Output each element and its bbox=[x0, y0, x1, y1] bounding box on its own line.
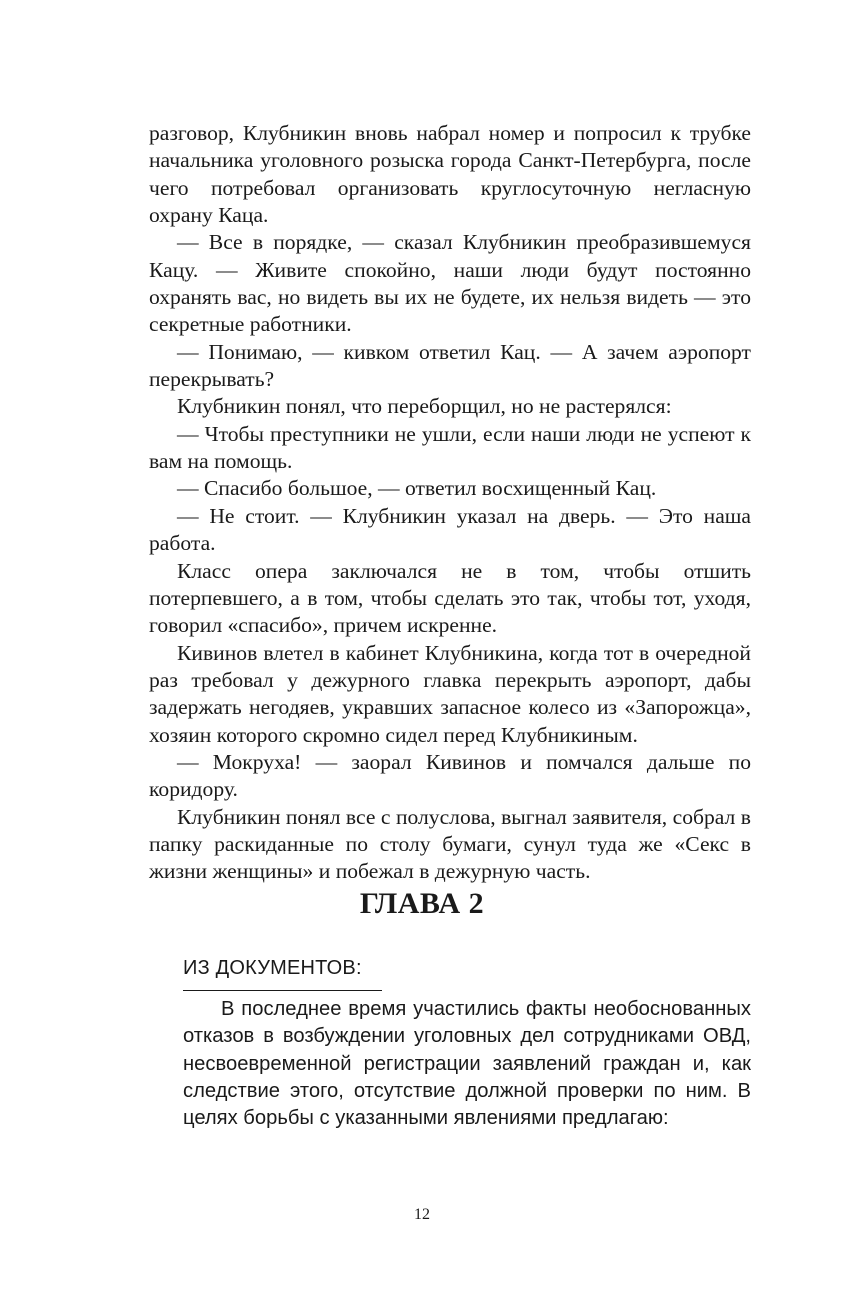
paragraph-dialogue: — Понимаю, — кивком ответил Кац. — А зачем аэропорт перекрывать? bbox=[149, 339, 751, 392]
documents-text bbox=[183, 996, 751, 1132]
page-number: 12 bbox=[414, 1206, 430, 1223]
paragraph-continuation: разговор, Клубникин вновь набрал номер и попросил к трубке начальника уголовного розыска города Санкт-Петербурга, после чего потребовал организовать круглосуточную негласную охрану Каца. bbox=[149, 121, 751, 228]
paragraph: Клубникин понял, что переборщил, но не растерялся: bbox=[177, 394, 672, 419]
paragraph: Класс опера заключался не в том, чтобы отшить потерпевшего, а в том, чтобы сделать это так, чтобы тот, уходя, говорил «спасибо», причем искренне. bbox=[149, 558, 751, 638]
paragraph: Кивинов влетел в кабинет Клубникина, когда тот в очередной раз требовал у дежурного главка перекрыть аэропорт, дабы задержать негодяев, укравших запасное колесо из «Запорожца», хозяин которого скромно сидел перед Клубникиным. bbox=[149, 640, 751, 747]
documents-header-underline bbox=[183, 990, 382, 991]
paragraph-dialogue: — Чтобы преступники не ушли, если наши люди не успеют к вам на помощь. bbox=[149, 421, 751, 474]
chapter-title: ГЛАВА 2 bbox=[359, 887, 485, 920]
paragraph: Клубникин понял все с полуслова, выгнал заявителя, собрал в папку раскиданные по столу бумаги, сунул туда же «Секс в жизни женщины» и побежал в дежурную часть. bbox=[149, 804, 751, 884]
documents-paragraph: В последнее время участились факты необоснованных отказов в возбуждении уголовных дел сотрудниками ОВД, несвоевременной регистрации заявлений граждан и, как следствие этого, отсутствие должной проверки по ним. В целях борьбы с указанными явлениями предлагаю: bbox=[183, 998, 751, 1130]
paragraph-dialogue: — Все в порядке, — сказал Клубникин преобразившемуся Кацу. — Живите спокойно, наши люди будут постоянно охранять вас, но видеть вы их не будете, их нельзя видеть — это секретные работники. bbox=[149, 230, 751, 337]
body-text bbox=[149, 120, 751, 886]
paragraph-dialogue: — Спасибо большое, — ответил восхищенный Кац. bbox=[177, 476, 657, 501]
documents-header: ИЗ ДОКУМЕНТОВ: bbox=[183, 957, 362, 979]
paragraph-dialogue: — Мокруха! — заорал Кивинов и помчался дальше по коридору. bbox=[149, 749, 751, 802]
paragraph-dialogue: — Не стоит. — Клубникин указал на дверь. — Это наша работа. bbox=[149, 503, 751, 556]
